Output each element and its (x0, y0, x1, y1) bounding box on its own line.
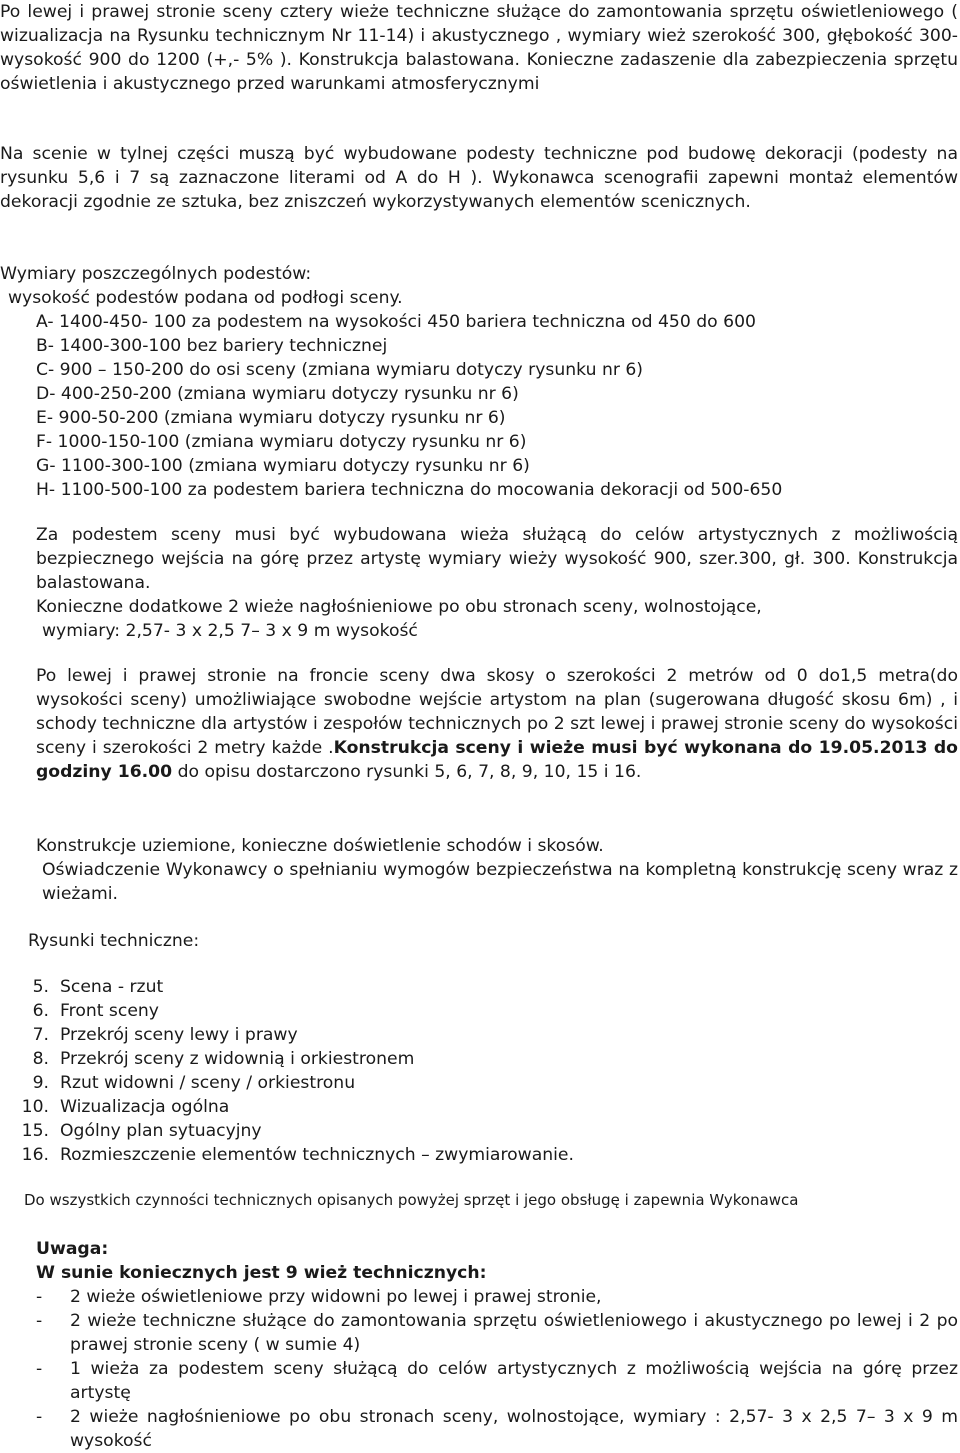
platform-item: B- 1400-300-100 bez bariery technicznej (36, 336, 388, 356)
technical-note: Do wszystkich czynności technicznych opisanych powyżej sprzęt i jego obsługę i zapewnia Wykonawca (24, 1191, 799, 1209)
dimensions-title: Wymiary poszczególnych podestów: (0, 264, 312, 284)
sound-towers-dimensions: wymiary: 2,57- 3 x 2,5 7– 3 x 9 m wysokość (42, 621, 418, 641)
platform-item: F- 1000-150-100 (zmiana wymiaru dotyczy rysunku nr 6) (36, 432, 527, 452)
platform-item: E- 900-50-200 (zmiana wymiaru dotyczy rysunku nr 6) (36, 408, 506, 428)
paragraph-art-tower: Za podestem sceny musi być wybudowana wieża służącą do celów artystycznych z możliwością bezpiecznego wejścia na górę przez artystę wymiary wieży wysokość 900, szer.300, gł. 300. Konstrukcja balastowana. (36, 525, 958, 593)
platform-item: G- 1100-300-100 (zmiana wymiaru dotyczy rysunku nr 6) (36, 456, 530, 476)
list-item: - 2 wieże oświetleniowe przy widowni po lewej i prawej stronie, (36, 1287, 602, 1307)
paragraph-grounding: Konstrukcje uziemione, konieczne doświetlenie schodów i skosów. (36, 836, 604, 856)
list-item: - 2 wieże techniczne służące do zamontowania sprzętu oświetleniowego i akustycznego po lewej i 2 po prawej stronie sceny ( w sumie 4) (36, 1311, 958, 1355)
drawings-title: Rysunki techniczne: (28, 931, 200, 951)
platform-item: D- 400-250-200 (zmiana wymiaru dotyczy rysunku nr 6) (36, 384, 519, 404)
dimensions-subtitle: wysokość podestów podana od podłogi sceny. (8, 288, 403, 308)
paragraph-sound-towers: Konieczne dodatkowe 2 wieże nagłośnieniowe po obu stronach sceny, wolnostojące, (36, 597, 762, 617)
paragraph-declaration: Oświadczenie Wykonawcy o spełnianiu wymogów bezpieczeństwa na kompletną konstrukcję sceny wraz z wieżami. (42, 860, 958, 904)
list-item: - 1 wieża za podestem sceny służącą do celów artystycznych z możliwością wejścia na górę przez artystę (36, 1359, 958, 1403)
platform-item: H- 1100-500-100 za podestem bariera techniczna do mocowania dekoracji od 500-650 (36, 480, 783, 500)
paragraph-towers: Po lewej i prawej stronie sceny cztery wieże techniczne służące do zamontowania sprzętu oświetleniowego ( wizualizacja na Rysunku technicznym Nr 11-14) i akustycznego , wymiary wież szerokość 300, głębokość 300- wysokość 900 do 1200 (+,- 5% ). Konstrukcja balastowana. Konieczne zadaszenie dla zabezpieczenia sprzętu oświetlenia i akustycznego przed warunkami atmosferycznymi (0, 2, 958, 94)
platform-item: C- 900 – 150-200 do osi sceny (zmiana wymiaru dotyczy rysunku nr 6) (36, 360, 644, 380)
platform-item: A- 1400-450- 100 za podestem na wysokości 450 bariera techniczna od 450 do 600 (36, 312, 756, 332)
document-page: Po lewej i prawej stronie sceny cztery wieże techniczne służące do zamontowania sprzętu oświetleniowego ( wizualizacja na Rysunku technicznym Nr 11-14) i akustycznego , wymiary wież szerokość 300, głębokość 300- wysokość 900 do 1200 (+,- 5% ). Konstrukcja balastowana. Konieczne zadaszenie dla zabezpieczenia sprzętu oświetlenia i akustycznego przed warunkami atmosferycznymi Na scenie w tylnej części muszą być wybudowane podesty techniczne pod budowę dekoracji (podesty na rysunku 5,6 i 7 są zaznaczone literami od A do H ). Wykonawca scenografii zapewni montaż elementów dekoracji zgodnie ze sztuka, bez zniszczeń wykorzystywanych elementów scenicznych. Wymiary poszczególnych podestów: wysokość podestów podana od podłogi sceny. A- 1400-450- 100 za podestem na wysokości 450 bariera techniczna od 450 do 600 B- 1400-300-100 bez bariery technicznej C- 900 – 150-200 do osi sceny (zmiana wymiaru dotyczy rysunku nr 6) D- 400-250-200 (zmiana wymiaru dotyczy rysunku nr 6) E- 900-50-200 (zmiana wymiaru dotyczy rysunku nr 6) F- 1000-150-100 (zmiana wymiaru dotyczy rysunku nr 6) G- 1100-300-100 (zmiana wymiaru dotyczy rysunku nr 6) H- 1100-500-100 za podestem bariera techniczna do mocowania dekoracji od 500-650 Za podestem sceny musi być wybudowana wieża służącą do celów artystycznych z możliwością bezpiecznego wejścia na górę przez artystę wymiary wieży wysokość 900, szer.300, gł. 300. Konstrukcja balastowana. Konieczne dodatkowe 2 wieże nagłośnieniowe po obu stronach sceny, wolnostojące, wymiary: 2,57- 3 x 2,5 7– 3 x 9 m wysokość Po lewej i prawej stronie na froncie sceny dwa skosy o szerokości 2 metrów od 0 do1,5 metra(do wysokości sceny) umożliwiające swobodne wejście artystom na plan (sugerowana długość skosu 6m) , i schody techniczne dla artystów i zespołów technicznych po 2 szt lewej i prawej stronie sceny do wysokości sceny i szerokości 2 metry każde .Konstrukcja sceny i wieże musi być wykonana do 19.05.2013 do godziny 16.00 do opisu dostarczono rysunki 5, 6, 7, 8, 9, 10, 15 i 16. Konstrukcje uziemione, konieczne doświetlenie schodów i skosów. Oświadczenie Wykonawcy o spełnianiu wymogów bezpieczeństwa na kompletną konstrukcję sceny wraz z wieżami. Rysunki techniczne: 5. Scena - rzut 6. Front sceny 7. Przekrój sceny lewy i prawy 8. Przekrój sceny z widownią i orkiestronem 9. Rzut widowni / sceny / orkiestronu 10. Wizualizacja ogólna 15. Ogólny plan sytuacyjny 16. Rozmieszczenie elementów technicznych – zwymiarowanie. Do wszystkich czynności technicznych opisanych powyżej sprzęt i jego obsługę i zapewnia Wykonawca Uwaga: W sunie koniecznych jest 9 wież technicznych: - 2 wieże oświetleniowe przy widowni po lewej i prawej stronie, - 2 wieże techniczne służące do zamontowania sprzętu oświetleniowego i akustycznego po lewej i 2 po prawej stronie sceny ( w sumie 4) - 1 wieża za podestem sceny służącą do celów artystycznych z możliwością wejścia na górę przez artystę - 2 wieże nagłośnieniowe po obu stronach sceny, wolnostojące, wymiary : 2,57- 3 x 2,5 7– 3 x 9 m wysokość (0, 2, 958, 1451)
paragraph-platforms: Na scenie w tylnej części muszą być wybudowane podesty techniczne pod budowę dekoracji (podesty na rysunku 5,6 i 7 są zaznaczone literami od A do H ). Wykonawca scenografii zapewni montaż elementów dekoracji zgodnie ze sztuka, bez zniszczeń wykorzystywanych elementów scenicznych. (0, 144, 958, 212)
towers-count-heading: W sunie koniecznych jest 9 wież technicznych: (36, 1263, 487, 1283)
list-item: - 2 wieże nagłośnieniowe po obu stronach sceny, wolnostojące, wymiary : 2,57- 3 x 2,5 7– 3 x 9 m wysokość (36, 1407, 958, 1451)
paragraph-ramps: Po lewej i prawej stronie na froncie sceny dwa skosy o szerokości 2 metrów od 0 do1,5 metra(do wysokości sceny) umożliwiające swobodne wejście artystom na plan (sugerowana długość skosu 6m) , i schody techniczne dla artystów i zespołów technicznych po 2 szt lewej i prawej stronie sceny do wysokości sceny i szerokości 2 metry każde .Konstrukcja sceny i wieże musi być wykonana do 19.05.2013 do godziny 16.00 do opisu dostarczono rysunki 5, 6, 7, 8, 9, 10, 15 i 16. (36, 666, 958, 782)
deadline-text: Konstrukcja sceny i wieże musi być wykonana do 19.05.2013 do godziny 16.00 (36, 738, 958, 782)
warning-heading: Uwaga: (36, 1239, 109, 1259)
